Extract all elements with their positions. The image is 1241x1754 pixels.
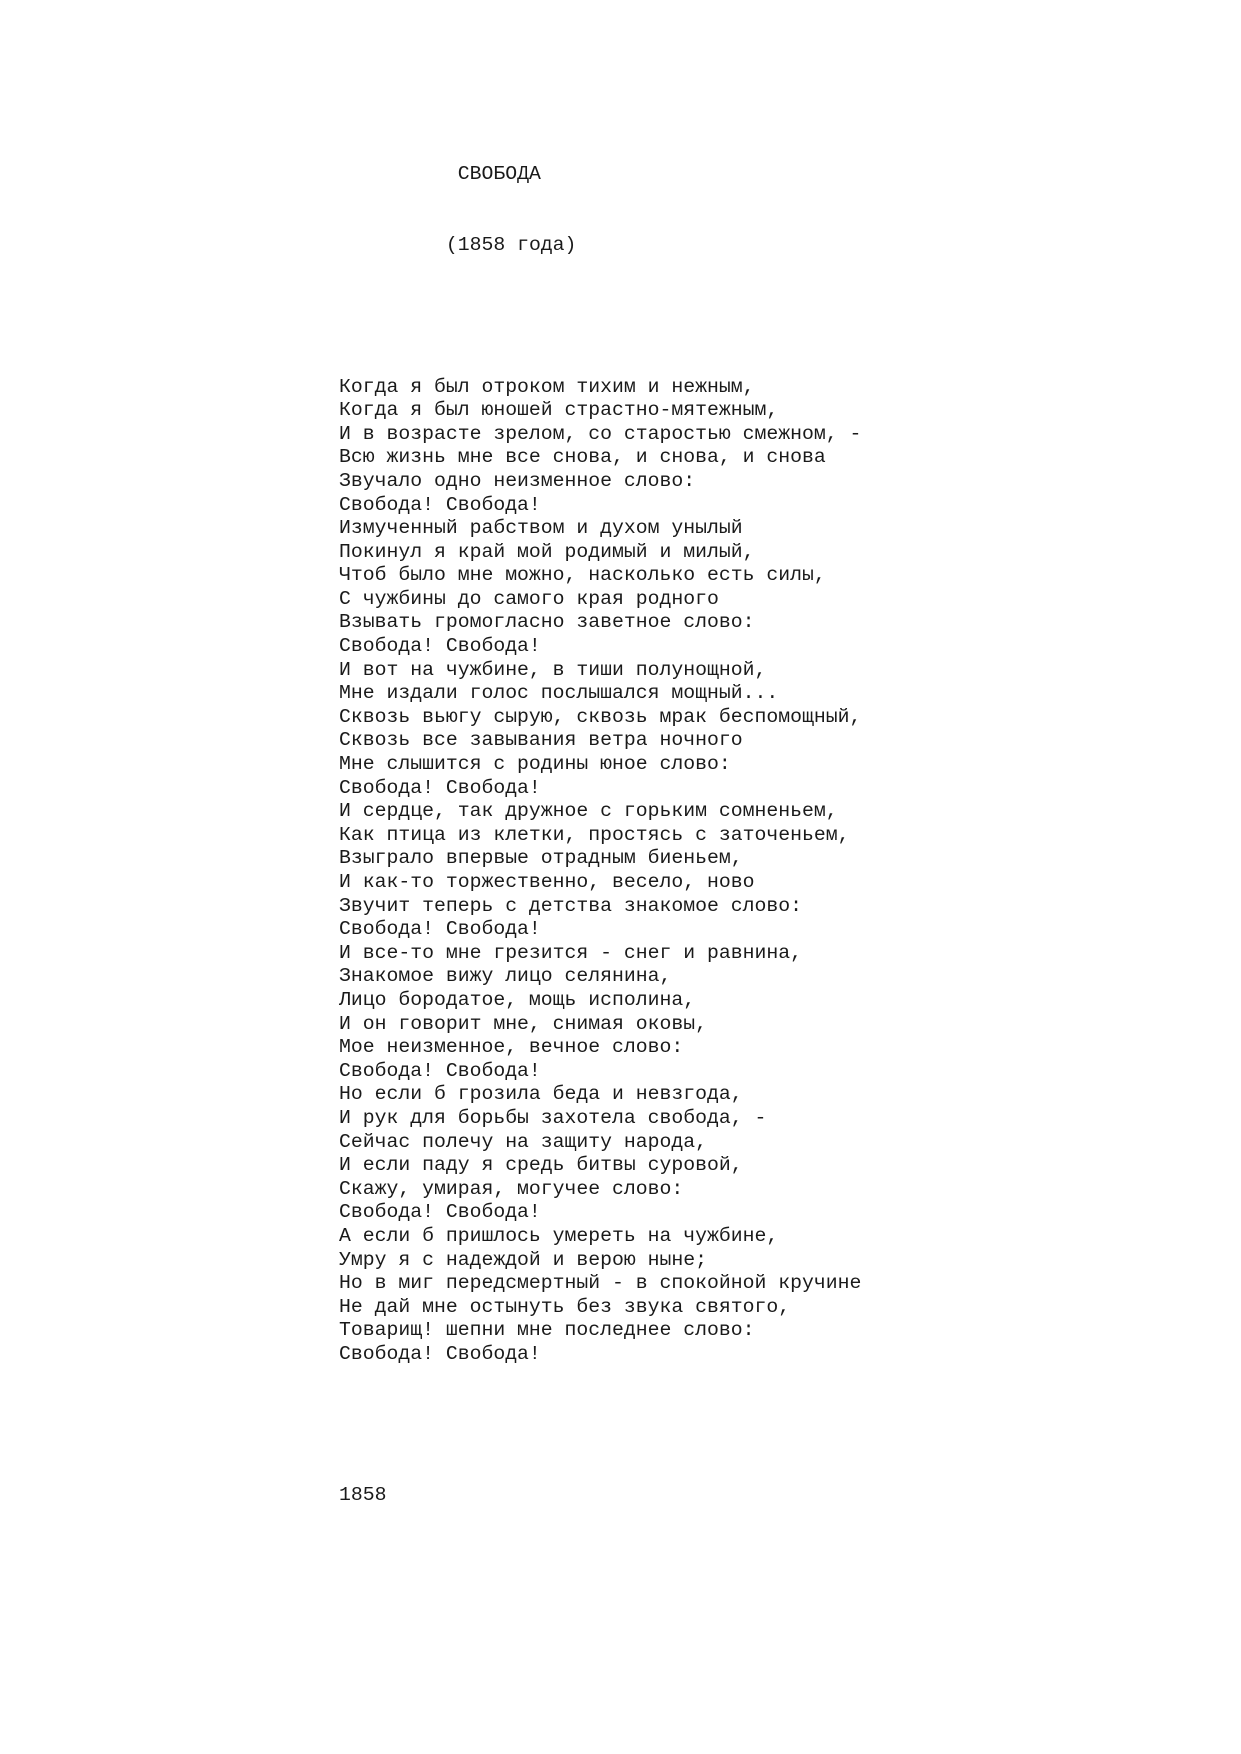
poem-line: Чтоб было мне можно, насколько есть силы, (339, 564, 826, 587)
poem-line: И вот на чужбине, в тиши полунощной, (339, 658, 767, 681)
poem-line: Мое неизменное, вечное слово: (339, 1036, 684, 1059)
poem-line: Звучало одно неизменное слово: (339, 469, 696, 492)
poem-line: Товарищ! шепни мне последнее слово: (339, 1319, 755, 1342)
poem-line: Свобода! Свобода! (339, 635, 541, 658)
poem-line: Взыграло впервые отрадным биеньем, (339, 847, 743, 870)
poem-line: Сквозь все завывания ветра ночного (339, 729, 743, 752)
poem-page (339, 116, 1219, 1532)
poem-line: Когда я был юношей страстно-мятежным, (339, 399, 779, 422)
poem-line: Но если б грозила беда и невзгода, (339, 1083, 743, 1106)
poem-line: Скажу, умирая, могучее слово: (339, 1177, 684, 1200)
poem-line: И рук для борьбы захотела свобода, - (339, 1106, 767, 1129)
poem-line: Знакомое вижу лицо селянина, (339, 965, 672, 988)
poem-line: Свобода! Свобода! (339, 1201, 541, 1224)
poem-line: Взывать громогласно заветное слово: (339, 611, 755, 634)
poem-line: Свобода! Свобода! (339, 918, 541, 941)
spacer (339, 1414, 1219, 1438)
poem-line: Мне слышится с родины юное слово: (339, 753, 731, 776)
poem-line: Не дай мне остынуть без звука святого, (339, 1295, 791, 1318)
poem-line: Измученный рабством и духом унылый (339, 517, 743, 540)
poem-body (339, 376, 1219, 1367)
poem-line: Но в миг передсмертный - в спокойной кручине (339, 1272, 862, 1295)
poem-line: Свобода! Свобода! (339, 1342, 541, 1365)
poem-line: Умру я с надеждой и верою ныне; (339, 1248, 707, 1271)
poem-date: 1858 (339, 1484, 387, 1507)
poem-line: Свобода! Свобода! (339, 776, 541, 799)
poem-line: Лицо бородатое, мощь исполина, (339, 988, 696, 1011)
poem-line: Свобода! Свобода! (339, 1059, 541, 1082)
poem-line: А если б пришлось умереть на чужбине, (339, 1224, 779, 1247)
poem-subtitle: (1858 года) (445, 233, 577, 256)
poem-line: И сердце, так дружное с горьким сомненьем, (339, 800, 838, 823)
poem-line: И как-то торжественно, весело, ново (339, 871, 755, 893)
poem-line: Покинул я край мой родимый и милый, (339, 540, 755, 563)
poem-line: Сквозь вьюгу сырую, сквозь мрак беспомощный, (339, 705, 862, 728)
poem-line: И если паду я средь битвы суровой, (339, 1154, 743, 1177)
spacer (339, 305, 1219, 329)
poem-title: СВОБОДА (457, 163, 541, 186)
poem-line: Сейчас полечу на защиту народа, (339, 1130, 707, 1153)
poem-line: И все-то мне грезится - снег и равнина, (339, 941, 802, 964)
poem-line: Всю жизнь мне все снова, и снова, и снова (339, 446, 826, 469)
poem-line: Когда я был отроком тихим и нежным, (339, 375, 755, 398)
poem-line: Как птица из клетки, простясь с заточеньем, (339, 823, 850, 846)
poem-line: Свобода! Свобода! (339, 493, 541, 516)
poem-line: И он говорит мне, снимая оковы, (339, 1012, 707, 1035)
poem-line: С чужбины до самого края родного (339, 587, 719, 610)
poem-line: Звучит теперь с детства знакомое слово: (339, 894, 802, 917)
poem-line: Мне издали голос послышался мощный... (339, 682, 779, 705)
poem-line: И в возрасте зрелом, со старостью смежном, - (339, 422, 862, 445)
